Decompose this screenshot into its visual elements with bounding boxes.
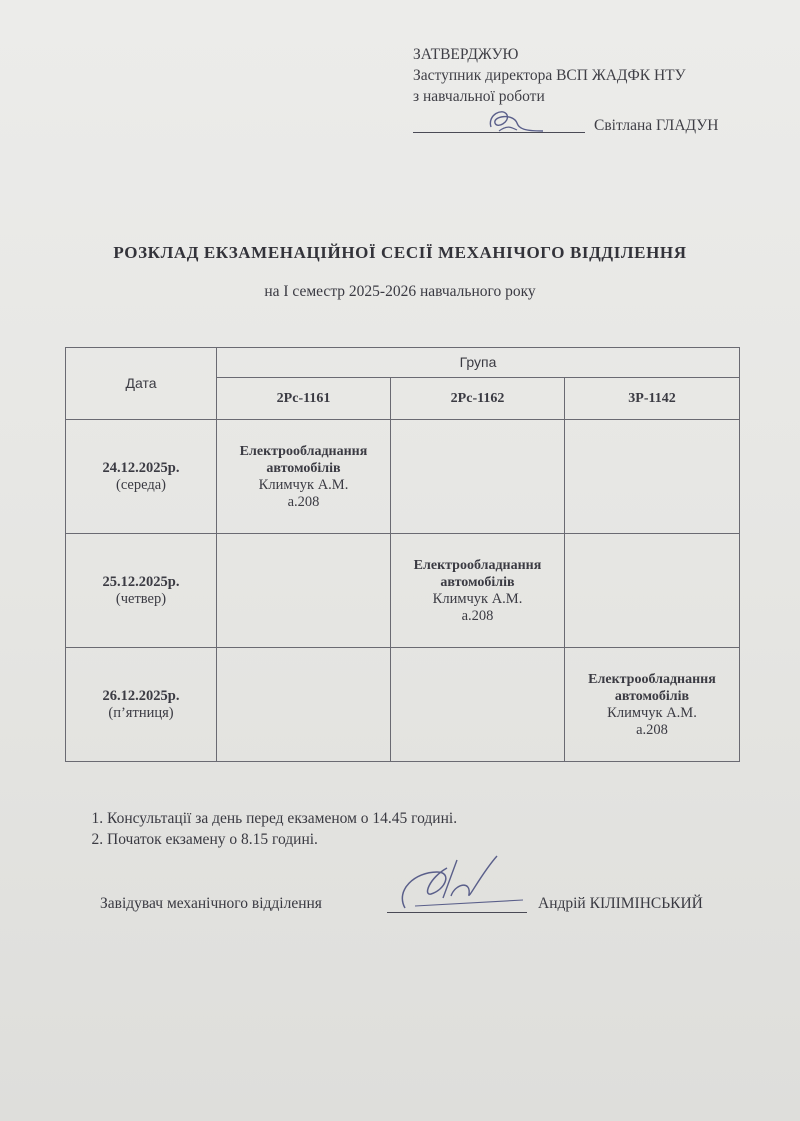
approval-heading: ЗАТВЕРДЖУЮ [413,46,519,63]
table-row [66,420,740,534]
exam-date: 25.12.2025р. [102,573,180,590]
exam-cell-empty [391,648,565,762]
exam-cell-empty [565,420,740,534]
exam-date: 26.12.2025р. [102,687,180,704]
department-head-name: Андрій КІЛІМІНСЬКИЙ [538,895,703,912]
exam-weekday: (четвер) [115,590,167,607]
exam-cell-empty [217,648,391,762]
handwritten-signature-icon [473,101,553,137]
subject-name: Електрообладнання [413,557,542,573]
exam-weekday: (середа) [115,476,166,493]
group-header-2rs-1162: 2Рс-1162 [391,378,565,420]
exam-schedule-table [65,347,740,762]
note-consultation: 1. Консультації за день перед екзаменом о 14.45 годині. [107,808,457,829]
table-row [66,534,740,648]
date-cell [66,648,217,762]
group-column-header: Група [217,348,740,378]
approval-signatory-name: Світлана ГЛАДУН [594,117,719,134]
date-cell [66,534,217,648]
approval-position-cont: з навчальної роботи [413,88,545,105]
department-head-signature-row [100,895,760,935]
notes-list [90,808,457,850]
room-number: а.208 [287,493,320,510]
exam-cell [391,534,565,648]
approval-signature-row [413,113,773,139]
room-number: а.208 [636,721,668,738]
exam-cell-empty [391,420,565,534]
room-number: а.208 [461,607,494,624]
exam-date: 24.12.2025р. [102,459,180,476]
exam-cell [217,420,391,534]
exam-weekday: (п’ятниця) [108,704,174,721]
department-head-role: Завідувач механічного відділення [100,895,322,912]
table-row [66,648,740,762]
approval-position: Заступник директора ВСП ЖАДФК НТУ [413,67,686,84]
page-title: РОЗКЛАД ЕКЗАМЕНАЦІЙНОЇ СЕСІЇ МЕХАНІЧОГО ВІДДІЛЕННЯ [113,243,687,262]
page-subtitle: на I семестр 2025-2026 навчального року [264,283,536,300]
note-exam-start: 2. Початок екзамену о 8.15 годині. [107,829,457,850]
exam-cell-empty [565,534,740,648]
date-column-header: Дата [66,348,217,420]
group-header-3r-1142: 3Р-1142 [565,378,740,420]
subject-name-cont: автомобілів [614,688,690,704]
handwritten-signature-icon [385,850,545,920]
subject-name-cont: автомобілів [266,460,341,476]
teacher-name: Климчук А.М. [258,476,349,493]
exam-cell [565,648,740,762]
group-header-2rs-1161: 2Рс-1161 [217,378,391,420]
date-cell [66,420,217,534]
teacher-name: Климчук А.М. [432,590,523,607]
subject-name: Електрообладнання [239,443,368,459]
teacher-name: Климчук А.М. [607,704,697,721]
subject-name: Електрообладнання [588,671,716,687]
approval-block [413,44,773,139]
exam-cell-empty [217,534,391,648]
subject-name-cont: автомобілів [440,574,515,590]
